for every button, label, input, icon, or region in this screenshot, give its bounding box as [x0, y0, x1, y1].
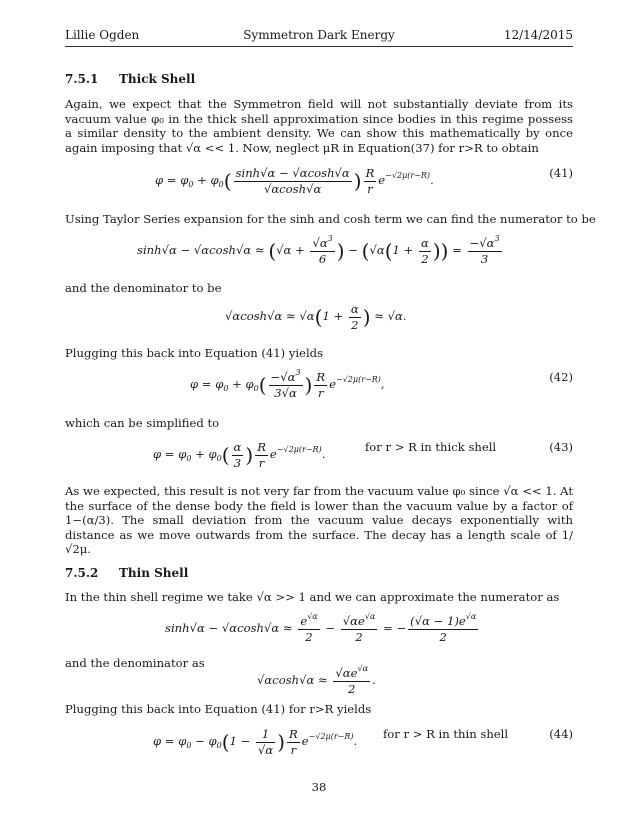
- equation-thin-numerator: [65, 614, 573, 654]
- equation-thin-denominator-math: √αcosh√α ≈ $\frac{√\alpha e^{√\alpha}}{2}$ .: [257, 664, 376, 696]
- paragraph-plugging-41: Plugging this back into Equation (41) yields: [65, 346, 324, 360]
- equation-44-condition: for r > R in thin shell: [383, 727, 509, 741]
- equation-43-math: $\varphi = \varphi_0 + \varphi_0$( $\frac{\alpha}{3}$ ) $\frac{R}{r}$ $e^{-√2\mu(r-R)}$.: [153, 440, 326, 470]
- paragraph-simplified: which can be simplified to: [65, 416, 220, 430]
- section-number: 7.5.1: [65, 72, 99, 86]
- equation-42: [65, 370, 573, 410]
- equation-43: [65, 440, 573, 480]
- header-author: Lillie Ogden: [65, 28, 140, 42]
- equation-number: (42): [549, 370, 573, 384]
- equation-numerator-expansion: [65, 236, 573, 276]
- page-number: 38: [311, 780, 327, 794]
- paragraph-thin-denominator: and the denominator as: [65, 656, 205, 670]
- section-title: Thick Shell: [119, 72, 196, 86]
- equation-denominator-math: √αcosh√α ≈ √α(1 + $\frac{\alpha}{2}$ ) ≈ √α.: [225, 302, 407, 332]
- equation-41-math: $\varphi = \varphi_0 + \varphi_0$( $\frac{\sinh√\alpha - √\alpha\cosh√\alpha}{√\alpha\cosh√\alpha}$ ) $\frac{R}{r}$ $e^{-√2\mu(r-R)}$.: [155, 166, 434, 196]
- header-date: 12/14/2015: [503, 28, 573, 42]
- equation-43-condition: for r > R in thick shell: [365, 440, 497, 454]
- equation-numerator-math: sinh√α − √αcosh√α ≈ (√α + $\frac{√\alpha^3}{6}$ ) − (√α(1 + $\frac{\alpha}{2}$ )) = $\frac{-√\alpha^3}{3}$: [137, 234, 500, 266]
- equation-number: (44): [549, 727, 573, 741]
- paragraph-intro: Again, we expect that the Symmetron field will not substantially deviate from its vacuum value φ₀ in the thick shell approximation since bodies in this regime possess a similar density to the ambient density. We can show this mathematically by once again imposing that √α << 1. Now, neglect μR in Equation(37) for r>R to obtain: [65, 97, 573, 155]
- paragraph-plugging-thin: Plugging this back into Equation (41) for r>R yields: [65, 702, 372, 716]
- equation-44: [65, 727, 573, 767]
- equation-number: (41): [549, 166, 573, 180]
- paragraph-denominator: and the denominator to be: [65, 281, 222, 295]
- equation-42-math: $\varphi = \varphi_0 + \varphi_0$( $\frac{-√\alpha^3}{3√\alpha}$ ) $\frac{R}{r}$ $e^{-√2\mu(r-R)}$,: [190, 368, 385, 400]
- equation-number: (43): [549, 440, 573, 454]
- paragraph-taylor: Using Taylor Series expansion for the sinh and cosh term we can find the numerator to be: [65, 212, 596, 226]
- equation-thin-denominator: [65, 666, 573, 706]
- running-header: [65, 28, 573, 44]
- header-rule: [65, 46, 573, 47]
- equation-41: [65, 166, 573, 206]
- section-title: Thin Shell: [119, 566, 189, 580]
- paragraph-discussion: As we expected, this result is not very far from the vacuum value φ₀ since √α << 1. At the surface of the dense body the field is lower than the vacuum value by a factor of 1−(α/3). The small deviation from the vacuum value decays exponentially with distance as we move outwards from the surface. The decay has a length scale of 1/√2μ.: [65, 484, 573, 557]
- paragraph-thin-numerator: In the thin shell regime we take √α >> 1 and we can approximate the numerator as: [65, 590, 560, 604]
- header-title: Symmetron Dark Energy: [243, 28, 395, 42]
- section-number: 7.5.2: [65, 566, 99, 580]
- equation-thin-numerator-math: sinh√α − √αcosh√α ≈ $\frac{e^{√\alpha}}{2}$ − $\frac{√\alpha e^{√\alpha}}{2}$ = − $\frac{(√\alpha - 1)e^{√\alpha}}{2}$: [165, 612, 477, 644]
- section-heading-thick-shell: [65, 72, 195, 87]
- section-heading-thin-shell: [65, 566, 188, 581]
- equation-44-math: $\varphi = \varphi_0 - \varphi_0(1$ − $\frac{1}{√\alpha}$ ) $\frac{R}{r}$ $e^{-√2\mu(r-R)}$.: [153, 727, 358, 757]
- equation-denominator-expansion: [65, 302, 573, 342]
